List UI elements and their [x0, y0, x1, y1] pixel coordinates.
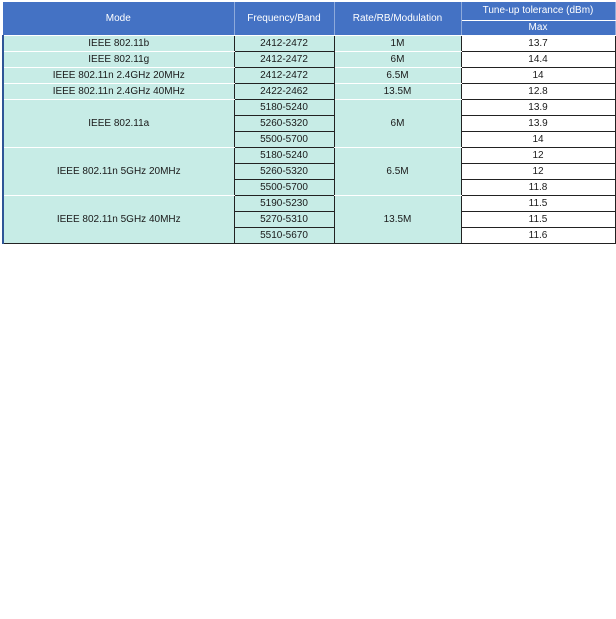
header-tolerance: Tune-up tolerance (dBm)	[461, 2, 615, 20]
frequency-cell: 5500-5700	[234, 132, 334, 148]
rate-cell: 6M	[334, 52, 461, 68]
frequency-cell: 5180-5240	[234, 100, 334, 116]
max-value-cell: 11.5	[461, 212, 615, 228]
table-row	[3, 68, 615, 84]
mode-cell: IEEE 802.11a	[3, 100, 234, 148]
rate-cell: 13.5M	[334, 196, 461, 244]
mode-cell: IEEE 802.11g	[3, 52, 234, 68]
mode-cell: IEEE 802.11n 5GHz 20MHz	[3, 148, 234, 196]
table-row	[3, 148, 615, 164]
max-value-cell: 13.9	[461, 116, 615, 132]
max-value-cell: 12.8	[461, 84, 615, 100]
table-row	[3, 100, 615, 116]
frequency-cell: 2412-2472	[234, 36, 334, 52]
mode-cell: IEEE 802.11n 5GHz 40MHz	[3, 196, 234, 244]
frequency-cell: 5510-5670	[234, 228, 334, 244]
max-value-cell: 14	[461, 132, 615, 148]
tune-up-tolerance-table	[2, 2, 616, 244]
frequency-cell: 2412-2472	[234, 68, 334, 84]
frequency-cell: 5270-5310	[234, 212, 334, 228]
mode-cell: IEEE 802.11n 2.4GHz 20MHz	[3, 68, 234, 84]
frequency-cell: 2422-2462	[234, 84, 334, 100]
mode-cell: IEEE 802.11n 2.4GHz 40MHz	[3, 84, 234, 100]
table-row	[3, 52, 615, 68]
max-value-cell: 12	[461, 148, 615, 164]
max-value-cell: 12	[461, 164, 615, 180]
header-rate: Rate/RB/Modulation	[334, 2, 461, 36]
frequency-cell: 5260-5320	[234, 164, 334, 180]
max-value-cell: 14.4	[461, 52, 615, 68]
max-value-cell: 11.6	[461, 228, 615, 244]
frequency-cell: 5190-5230	[234, 196, 334, 212]
table-row	[3, 84, 615, 100]
rate-cell: 13.5M	[334, 84, 461, 100]
max-value-cell: 13.7	[461, 36, 615, 52]
max-value-cell: 13.9	[461, 100, 615, 116]
rate-cell: 6.5M	[334, 148, 461, 196]
header-mode: Mode	[3, 2, 234, 36]
rate-cell: 1M	[334, 36, 461, 52]
frequency-cell: 2412-2472	[234, 52, 334, 68]
max-value-cell: 11.8	[461, 180, 615, 196]
mode-cell: IEEE 802.11b	[3, 36, 234, 52]
table-body	[3, 36, 615, 244]
max-value-cell: 14	[461, 68, 615, 84]
frequency-cell: 5260-5320	[234, 116, 334, 132]
rate-cell: 6M	[334, 100, 461, 148]
frequency-cell: 5180-5240	[234, 148, 334, 164]
frequency-cell: 5500-5700	[234, 180, 334, 196]
max-value-cell: 11.5	[461, 196, 615, 212]
header-max: Max	[461, 20, 615, 35]
table-row	[3, 196, 615, 212]
table-row	[3, 36, 615, 52]
header-frequency: Frequency/Band	[234, 2, 334, 36]
rate-cell: 6.5M	[334, 68, 461, 84]
